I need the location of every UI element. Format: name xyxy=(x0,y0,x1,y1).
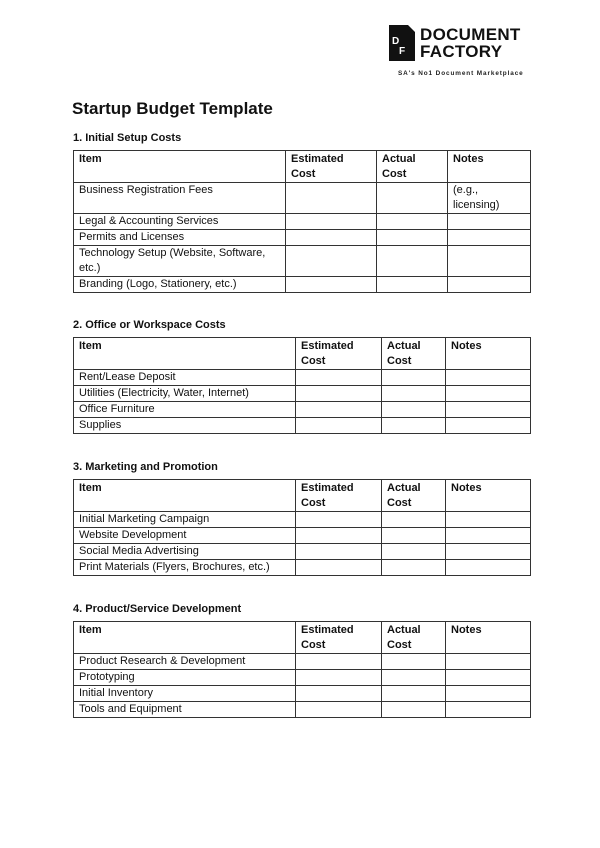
cell-actual-cost[interactable] xyxy=(382,686,446,702)
section-heading: 1. Initial Setup Costs xyxy=(73,132,182,144)
cell-item: Social Media Advertising xyxy=(74,544,296,560)
cell-notes[interactable] xyxy=(448,230,531,246)
header-estimated-cost: Estimated Cost xyxy=(296,622,382,654)
header-item: Item xyxy=(74,338,296,370)
header-actual-cost: Actual Cost xyxy=(377,151,448,183)
cell-item: Business Registration Fees xyxy=(74,183,286,214)
document-title: Startup Budget Template xyxy=(72,99,273,118)
cell-actual-cost[interactable] xyxy=(382,528,446,544)
table-row xyxy=(74,277,531,293)
cell-notes[interactable] xyxy=(446,402,531,418)
table-row xyxy=(74,214,531,230)
cell-actual-cost[interactable] xyxy=(377,214,448,230)
cell-notes[interactable] xyxy=(448,246,531,277)
cell-item: Branding (Logo, Stationery, etc.) xyxy=(74,277,286,293)
header-notes: Notes xyxy=(448,151,531,183)
cell-estimated-cost[interactable] xyxy=(296,654,382,670)
header-actual-cost: Actual Cost xyxy=(382,622,446,654)
cell-notes[interactable] xyxy=(446,702,531,718)
cell-estimated-cost[interactable] xyxy=(286,183,377,214)
section-heading: 4. Product/Service Development xyxy=(73,603,242,615)
header-item: Item xyxy=(74,151,286,183)
section-initial-setup xyxy=(73,132,530,293)
cell-item: Initial Marketing Campaign xyxy=(74,512,296,528)
cell-estimated-cost[interactable] xyxy=(296,686,382,702)
cell-notes[interactable] xyxy=(446,386,531,402)
section-product-development xyxy=(73,603,530,718)
cell-actual-cost[interactable] xyxy=(377,230,448,246)
header-notes: Notes xyxy=(446,480,531,512)
svg-text:D: D xyxy=(392,36,400,47)
cell-actual-cost[interactable] xyxy=(382,544,446,560)
table-row xyxy=(74,386,531,402)
table-row xyxy=(74,686,531,702)
cell-actual-cost[interactable] xyxy=(382,386,446,402)
section-heading: 3. Marketing and Promotion xyxy=(73,461,218,473)
section-heading: 2. Office or Workspace Costs xyxy=(73,319,226,331)
table-row xyxy=(74,670,531,686)
table-header-row xyxy=(74,338,531,370)
cell-estimated-cost[interactable] xyxy=(286,230,377,246)
cell-notes[interactable] xyxy=(446,370,531,386)
cell-estimated-cost[interactable] xyxy=(296,702,382,718)
header-actual-cost: Actual Cost xyxy=(382,480,446,512)
cell-actual-cost[interactable] xyxy=(382,402,446,418)
budget-table xyxy=(73,337,531,434)
cell-item: Rent/Lease Deposit xyxy=(74,370,296,386)
header-notes: Notes xyxy=(446,338,531,370)
cell-notes[interactable] xyxy=(446,670,531,686)
cell-actual-cost[interactable] xyxy=(382,702,446,718)
brand-logo xyxy=(389,25,539,80)
cell-item: Prototyping xyxy=(74,670,296,686)
cell-notes[interactable] xyxy=(448,277,531,293)
cell-item: Tools and Equipment xyxy=(74,702,296,718)
cell-actual-cost[interactable] xyxy=(382,654,446,670)
section-marketing-promotion xyxy=(73,461,530,576)
cell-item: Supplies xyxy=(74,418,296,434)
cell-item: Product Research & Development xyxy=(74,654,296,670)
cell-actual-cost[interactable] xyxy=(382,370,446,386)
table-row xyxy=(74,512,531,528)
cell-estimated-cost[interactable] xyxy=(296,512,382,528)
document-factory-logo-icon xyxy=(389,25,415,61)
svg-text:F: F xyxy=(399,46,406,57)
cell-notes[interactable] xyxy=(446,418,531,434)
cell-actual-cost[interactable] xyxy=(382,418,446,434)
header-estimated-cost: Estimated Cost xyxy=(286,151,377,183)
header-item: Item xyxy=(74,480,296,512)
cell-notes[interactable] xyxy=(448,214,531,230)
cell-notes[interactable] xyxy=(446,544,531,560)
cell-estimated-cost[interactable] xyxy=(296,560,382,576)
table-row xyxy=(74,702,531,718)
budget-table xyxy=(73,479,531,576)
cell-actual-cost[interactable] xyxy=(382,512,446,528)
table-row xyxy=(74,654,531,670)
cell-item: Print Materials (Flyers, Brochures, etc.) xyxy=(74,560,296,576)
cell-actual-cost[interactable] xyxy=(382,670,446,686)
cell-item: Office Furniture xyxy=(74,402,296,418)
cell-estimated-cost[interactable] xyxy=(296,528,382,544)
table-row xyxy=(74,402,531,418)
section-office-workspace xyxy=(73,319,530,434)
cell-estimated-cost[interactable] xyxy=(296,386,382,402)
cell-estimated-cost[interactable] xyxy=(296,544,382,560)
table-row xyxy=(74,246,531,277)
cell-item: Initial Inventory xyxy=(74,686,296,702)
header-actual-cost: Actual Cost xyxy=(382,338,446,370)
budget-table xyxy=(73,150,531,293)
cell-actual-cost[interactable] xyxy=(377,277,448,293)
cell-item: Legal & Accounting Services xyxy=(74,214,286,230)
cell-notes[interactable]: (e.g., licensing) xyxy=(448,183,531,214)
cell-actual-cost[interactable] xyxy=(377,183,448,214)
table-row xyxy=(74,230,531,246)
table-row xyxy=(74,528,531,544)
brand-name xyxy=(420,26,521,60)
brand-tagline: SA's No1 Document Marketplace xyxy=(398,70,524,77)
header-notes: Notes xyxy=(446,622,531,654)
cell-item: Technology Setup (Website, Software, etc.) xyxy=(74,246,286,277)
budget-table xyxy=(73,621,531,718)
cell-item: Website Development xyxy=(74,528,296,544)
brand-name-line1: DOCUMENT xyxy=(420,25,521,44)
table-row xyxy=(74,418,531,434)
header-item: Item xyxy=(74,622,296,654)
header-estimated-cost: Estimated Cost xyxy=(296,338,382,370)
cell-notes[interactable] xyxy=(446,528,531,544)
cell-estimated-cost[interactable] xyxy=(296,370,382,386)
table-row xyxy=(74,560,531,576)
brand-name-line2: FACTORY xyxy=(420,42,503,61)
cell-item: Utilities (Electricity, Water, Internet) xyxy=(74,386,296,402)
table-header-row xyxy=(74,151,531,183)
cell-estimated-cost[interactable] xyxy=(296,670,382,686)
cell-notes[interactable] xyxy=(446,654,531,670)
cell-notes[interactable] xyxy=(446,560,531,576)
table-header-row xyxy=(74,480,531,512)
cell-estimated-cost[interactable] xyxy=(296,418,382,434)
cell-notes[interactable] xyxy=(446,686,531,702)
cell-item: Permits and Licenses xyxy=(74,230,286,246)
cell-estimated-cost[interactable] xyxy=(296,402,382,418)
table-header-row xyxy=(74,622,531,654)
table-row xyxy=(74,370,531,386)
cell-estimated-cost[interactable] xyxy=(286,214,377,230)
cell-estimated-cost[interactable] xyxy=(286,246,377,277)
cell-actual-cost[interactable] xyxy=(382,560,446,576)
table-row xyxy=(74,183,531,214)
cell-notes[interactable] xyxy=(446,512,531,528)
header-estimated-cost: Estimated Cost xyxy=(296,480,382,512)
cell-estimated-cost[interactable] xyxy=(286,277,377,293)
cell-actual-cost[interactable] xyxy=(377,246,448,277)
table-row xyxy=(74,544,531,560)
